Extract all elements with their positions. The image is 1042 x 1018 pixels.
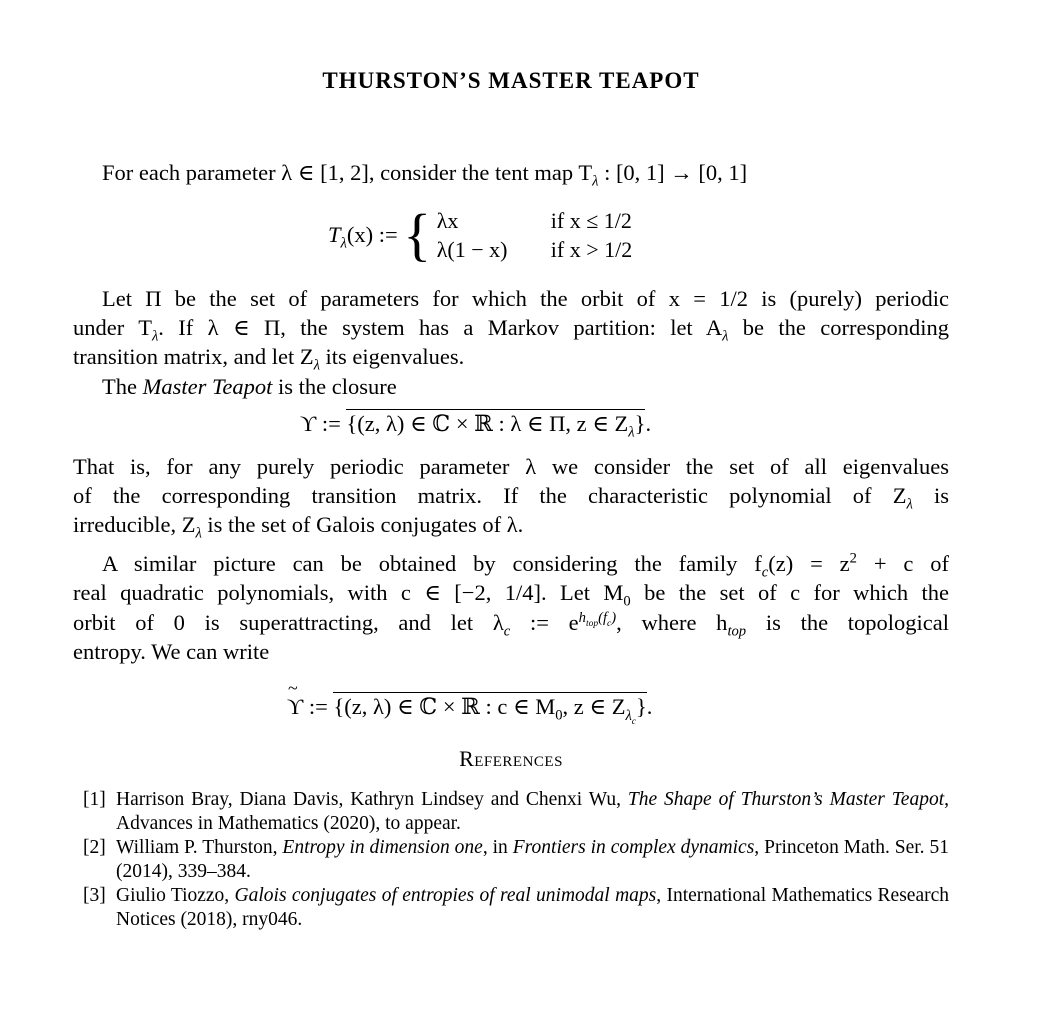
tent-map-definition: $T_\lambda(x)$ := { λx if x ≤ 1/2 λ(1 − x) if x > 1/2	[328, 206, 640, 264]
paragraph-markov: transition matrix, and let $Z_\lambda$ its eigenvalues.	[73, 344, 465, 374]
text: {(z, λ) ∈ ℂ × ℝ : c ∈ M	[333, 694, 556, 719]
text: Harrison Bray, Diana Davis, Kathryn Lindsey and Chenxi Wu,	[116, 789, 628, 810]
text: its eigenvalues.	[319, 344, 465, 369]
text: := e	[510, 610, 579, 635]
left-brace: {	[403, 202, 432, 267]
teapot-equation: ϒ := {(z, λ) ∈ ℂ × ℝ : λ ∈ Π, z ∈ $Z_\lambda$}.	[300, 411, 652, 441]
text: : [0, 1] → [0, 1]	[604, 160, 748, 185]
text: ϒ :=	[287, 694, 328, 719]
text: entropy. We can write	[73, 639, 270, 664]
reference-item	[83, 884, 949, 932]
emphasis: Master Teapot	[142, 374, 273, 399]
text: be the set of c for which the	[630, 580, 949, 605]
text: is the set of Galois conjugates of λ.	[201, 512, 524, 537]
emphasis: Frontiers in complex dynamics	[512, 837, 755, 858]
text: (x) :=	[346, 222, 398, 247]
emphasis: Entropy in dimension one	[282, 837, 483, 858]
emphasis: Galois conjugates of entropies of real unimodal maps	[234, 885, 657, 906]
case-expression: λx	[436, 208, 459, 233]
case-condition: if x ≤ 1/2	[550, 208, 632, 233]
text: {(z, λ) ∈ ℂ × ℝ : λ ∈ Π, z ∈ Z	[346, 411, 629, 436]
text: , in	[482, 837, 513, 858]
text: A similar picture can be obtained by considering the family f	[102, 551, 762, 576]
text: is	[912, 483, 949, 508]
text: , Princeton Math. Ser. 51 (2014), 339–384.	[116, 837, 949, 882]
closure-overline: {(z, λ) ∈ ℂ × ℝ : λ ∈ Π, z ∈ $Z_\lambda$}	[346, 411, 646, 441]
paragraph-tent-map: For each parameter λ ∈ [1, 2], consider the tent map $T_\lambda$ : [0, 1] → [0, 1]	[102, 160, 748, 190]
emphasis: The Shape of Thurston’s Master Teapot	[627, 789, 945, 810]
paragraph-eigenvalues	[73, 452, 949, 481]
closure-overline: {(z, λ) ∈ ℂ × ℝ : c ∈ $M_0$, z ∈ $Z_{\lambda_c}$}	[333, 694, 647, 727]
case-condition: if x > 1/2	[550, 237, 633, 262]
text: That is, for any purely periodic parameter λ we consider the set of all eigenvalues	[73, 454, 949, 479]
text: For each parameter λ ∈ [1, 2], consider the tent map T	[102, 160, 593, 185]
paragraph-eigenvalues: of the corresponding transition matrix. If the characteristic polynomial of $Z_\lambda$ is	[73, 483, 949, 513]
text: is the closure	[272, 374, 397, 399]
page-title: THURSTON’S MASTER TEAPOT	[322, 68, 700, 93]
text: of the corresponding transition matrix. If the characteristic polynomial of Z	[73, 483, 907, 508]
paragraph-quadratic: real quadratic polynomials, with c ∈ [−2, 1/4]. Let $M_0$ be the set of c for which the	[73, 580, 949, 610]
text: . If λ ∈ Π, the system has a Markov partition: let A	[158, 315, 723, 340]
references-heading: References	[459, 746, 563, 771]
text: , International Mathematics Research Notices (2018), rny046.	[116, 885, 949, 930]
text: be the corresponding	[728, 315, 949, 340]
reference-number: [2]	[83, 837, 106, 858]
reference-item	[83, 836, 949, 884]
quadratic-teapot-equation: ~ ϒ := {(z, λ) ∈ ℂ × ℝ : c ∈ $M_0$, z ∈ $Z_{\lambda_c}$}.	[287, 694, 652, 721]
text: The	[102, 374, 143, 399]
text: real quadratic polynomials, with c ∈ [−2, 1/4]. Let M	[73, 580, 624, 605]
text: orbit of 0 is superattracting, and let λ	[73, 610, 504, 635]
paragraph-quadratic: A similar picture can be obtained by considering the family $f_c(z) = z^2 + c$ of	[102, 550, 949, 581]
text: , z ∈ Z	[562, 694, 626, 719]
text: ϒ :=	[300, 411, 341, 436]
case-expression: λ(1 − x)	[436, 237, 508, 262]
text: irreducible, Z	[73, 512, 196, 537]
text: transition matrix, and let Z	[73, 344, 314, 369]
text: Let Π be the set of parameters for which the orbit of x = 1/2 is (purely) periodic	[102, 286, 949, 311]
paragraph-quadratic: orbit of 0 is superattracting, and let $\lambda_c$ := $e^{h_{top}(f_c)}$, where $h_{top}$ is the topological	[73, 609, 950, 640]
reference-number: [1]	[83, 789, 106, 810]
text: (z) = z	[768, 551, 850, 576]
cases-table	[437, 206, 640, 264]
paragraph-markov: under $T_\lambda$. If λ ∈ Π, the system has a Markov partition: let $A_\lambda$ be the corresponding	[73, 315, 949, 345]
text: Giulio Tiozzo,	[116, 885, 235, 906]
text: is the topological	[746, 610, 950, 635]
text: , where h	[616, 610, 728, 635]
reference-number: [3]	[83, 885, 106, 906]
paragraph-markov	[102, 284, 949, 313]
text: William P. Thurston,	[116, 837, 283, 858]
paragraph-teapot	[102, 372, 949, 401]
tilde-accent	[287, 694, 328, 720]
text: under T	[73, 315, 152, 340]
paragraph-quadratic	[73, 637, 949, 666]
text: , Advances in Mathematics (2020), to appear.	[116, 789, 949, 834]
text: + c of	[856, 551, 949, 576]
paragraph-eigenvalues: irreducible, $Z_\lambda$ is the set of Galois conjugates of λ.	[73, 512, 524, 542]
reference-item	[83, 788, 949, 836]
